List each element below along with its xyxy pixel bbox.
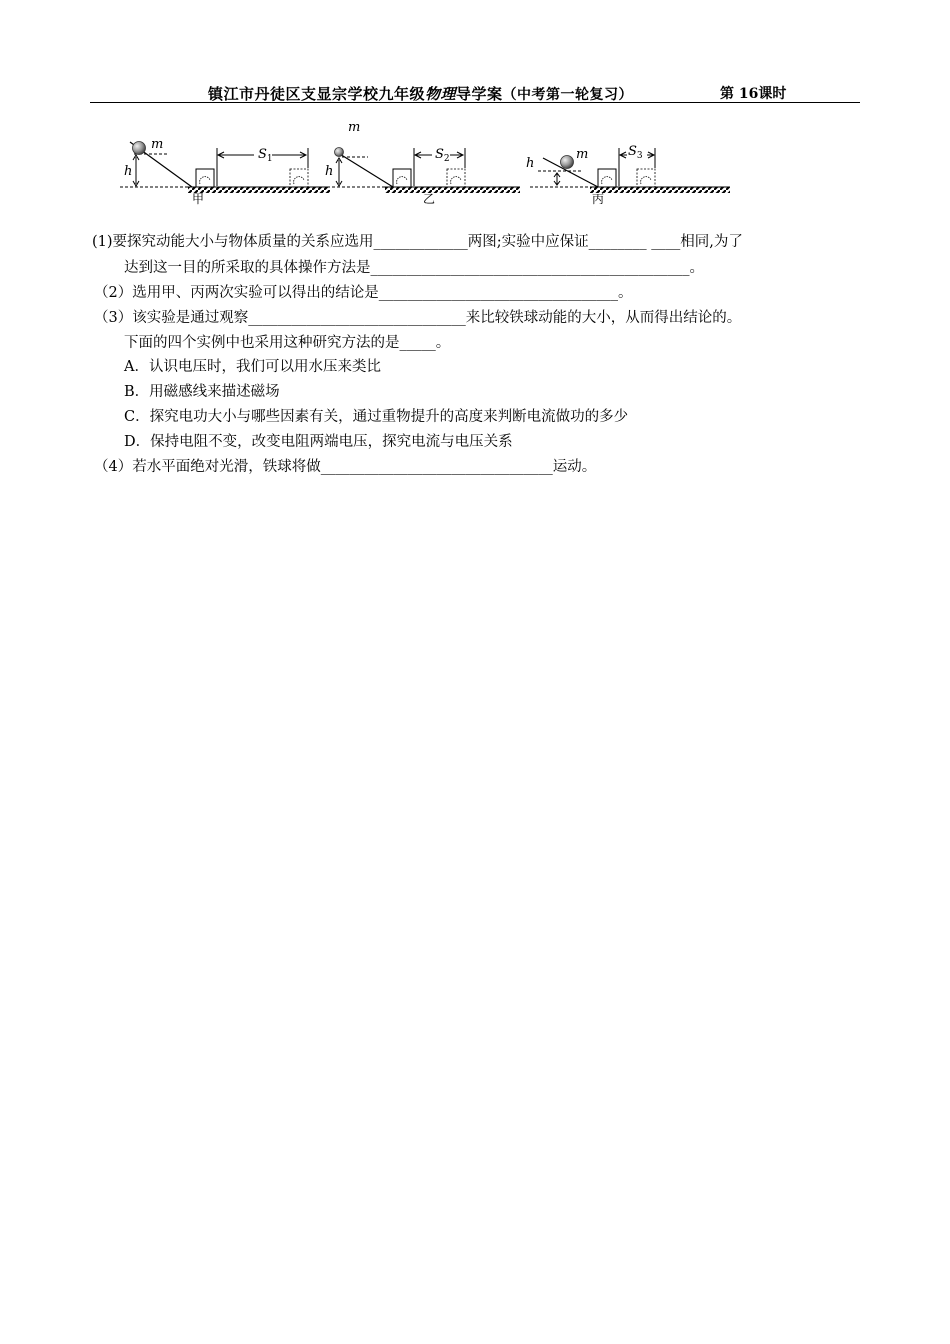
option-a: A．认识电压时，我们可以用水压来类比 xyxy=(124,359,381,375)
page-header xyxy=(90,80,860,103)
option-c: C．探究电功大小与哪些因素有关，通过重物提升的高度来判断电流做功的多少 xyxy=(124,409,629,425)
label-m-jia: m xyxy=(151,137,164,152)
experiment-figure xyxy=(120,118,740,210)
label-m-yi: m xyxy=(348,120,361,135)
label-bing: 丙 xyxy=(592,192,605,206)
question-3-line-1: （3）该实验是通过观察______________________________来比较铁球动能的大小，从而得出结论的。 xyxy=(94,310,742,326)
question-3-line-2: 下面的四个实例中也采用这种研究方法的是_____。 xyxy=(124,335,451,351)
label-s2: $S_2$ xyxy=(435,147,450,164)
panel-jia xyxy=(120,137,330,206)
ball-yi xyxy=(335,148,344,157)
label-s1: $S_1$ xyxy=(258,147,273,164)
question-4: （4）若水平面绝对光滑，铁球将做________________________________运动。 xyxy=(94,459,597,475)
header-review: （中考第一轮复习） xyxy=(502,87,634,103)
header-school: 镇江市丹徒区支显宗学校九年级 xyxy=(208,85,426,103)
panel-bing xyxy=(526,144,730,206)
block-yi xyxy=(393,169,411,187)
ball-jia xyxy=(133,142,146,155)
option-b: B．用磁感线来描述磁场 xyxy=(124,384,280,400)
panel-yi xyxy=(325,120,520,206)
label-h-bing: h xyxy=(526,156,535,171)
question-1-line-2: 达到这一目的所采取的具体操作方法是____________________________________________。 xyxy=(124,260,704,276)
option-d: D．保持电阻不变，改变电阻两端电压，探究电流与电压关系 xyxy=(124,434,513,450)
ball-bing xyxy=(561,156,574,169)
label-jia: 甲 xyxy=(192,192,205,206)
question-1-line-1: (1)要探究动能大小与物体质量的关系应选用_____________两图;实验中应保证________ ____相同,为了 xyxy=(92,234,743,250)
label-yi: 乙 xyxy=(423,192,436,206)
header-subject: 物理 xyxy=(425,85,457,103)
header-lesson: 第 16课时 xyxy=(720,86,787,102)
question-2: （2）选用甲、丙两次实验可以得出的结论是_________________________________。 xyxy=(94,285,633,301)
block-bing xyxy=(598,169,616,187)
label-s3: $S_3$ xyxy=(628,144,643,161)
header-doc-type: 导学案 xyxy=(456,85,503,103)
header-title xyxy=(208,83,633,104)
label-m-bing: m xyxy=(576,147,589,162)
block-jia xyxy=(196,169,214,187)
label-h-jia: h xyxy=(124,164,133,179)
label-h-yi: h xyxy=(325,164,334,179)
